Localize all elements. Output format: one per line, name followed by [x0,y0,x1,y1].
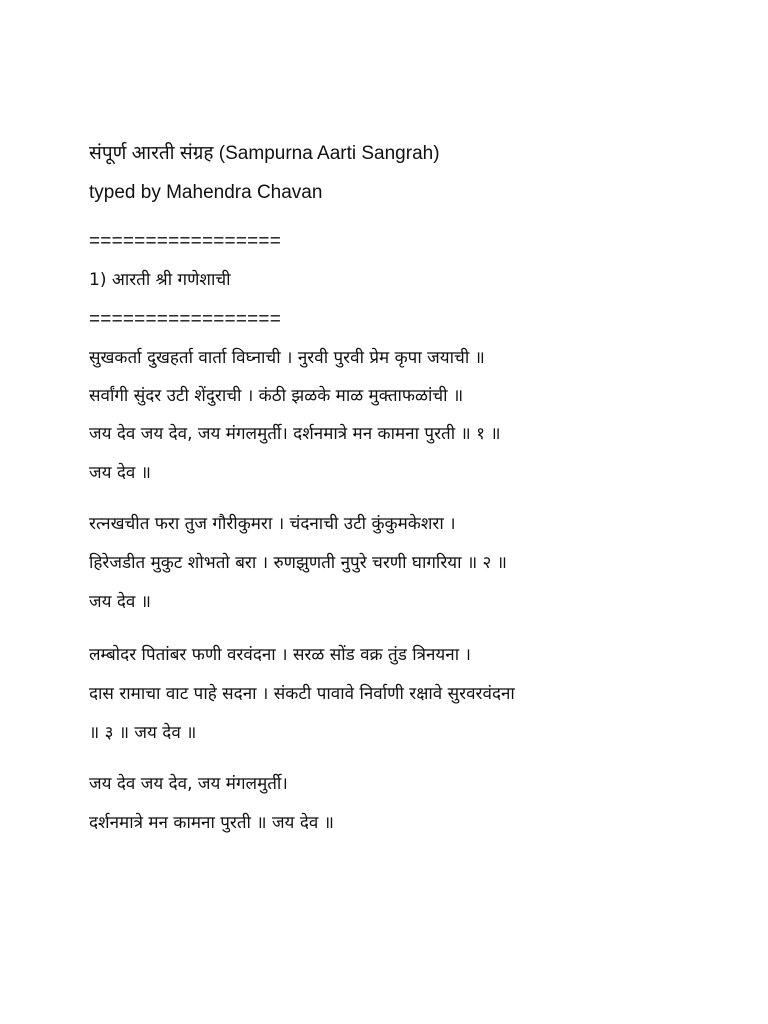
section-heading: 1) आरती श्री गणेशाची [89,270,231,290]
divider-top: ================= [89,231,282,252]
verse3-line3: ॥ ३ ॥ जय देव ॥ [89,723,197,743]
verse2-line1: रत्नखचीत फरा तुज गौरीकुमरा । चंदनाची उटी कुंकुमकेशरा । [89,514,456,534]
divider-bottom: ================= [89,309,282,330]
verse1-line1: सुखकर्ता दुखहर्ता वार्ता विघ्नाची । नुरवी पुरवी प्रेम कृपा जयाची ॥ [89,348,485,368]
verse1-line2: सर्वांगी सुंदर उटी शेंदुराची । कंठी झळके माळ मुक्ताफळांची ॥ [89,386,464,406]
verse2-line3: जय देव ॥ [89,592,151,612]
refrain-line2: दर्शनमात्रे मन कामना पुरती ॥ जय देव ॥ [89,813,334,833]
verse1-line3: जय देव जय देव, जय मंगलमुर्ती। दर्शनमात्रे मन कामना पुरती ॥ १ ॥ [89,424,501,444]
author-credit: typed by Mahendra Chavan [89,182,323,203]
verse2-line2: हिरेजडीत मुकुट शोभतो बरा । रुणझुणती नुपुरे चरणी घागरिया ॥ २ ॥ [89,553,507,573]
refrain-line1: जय देव जय देव, जय मंगलमुर्ती। [89,774,288,794]
verse3-line2: दास रामाचा वाट पाहे सदना । संकटी पावावे निर्वाणी रक्षावे सुरवरवंदना [89,684,515,704]
verse1-line4: जय देव ॥ [89,463,151,483]
verse3-line1: लम्बोदर पितांबर फणी वरवंदना । सरळ सोंड वक्र तुंड त्रिनयना । [89,645,471,665]
document-title: संपूर्ण आरती संग्रह (Sampurna Aarti Sangrah) [89,143,440,164]
